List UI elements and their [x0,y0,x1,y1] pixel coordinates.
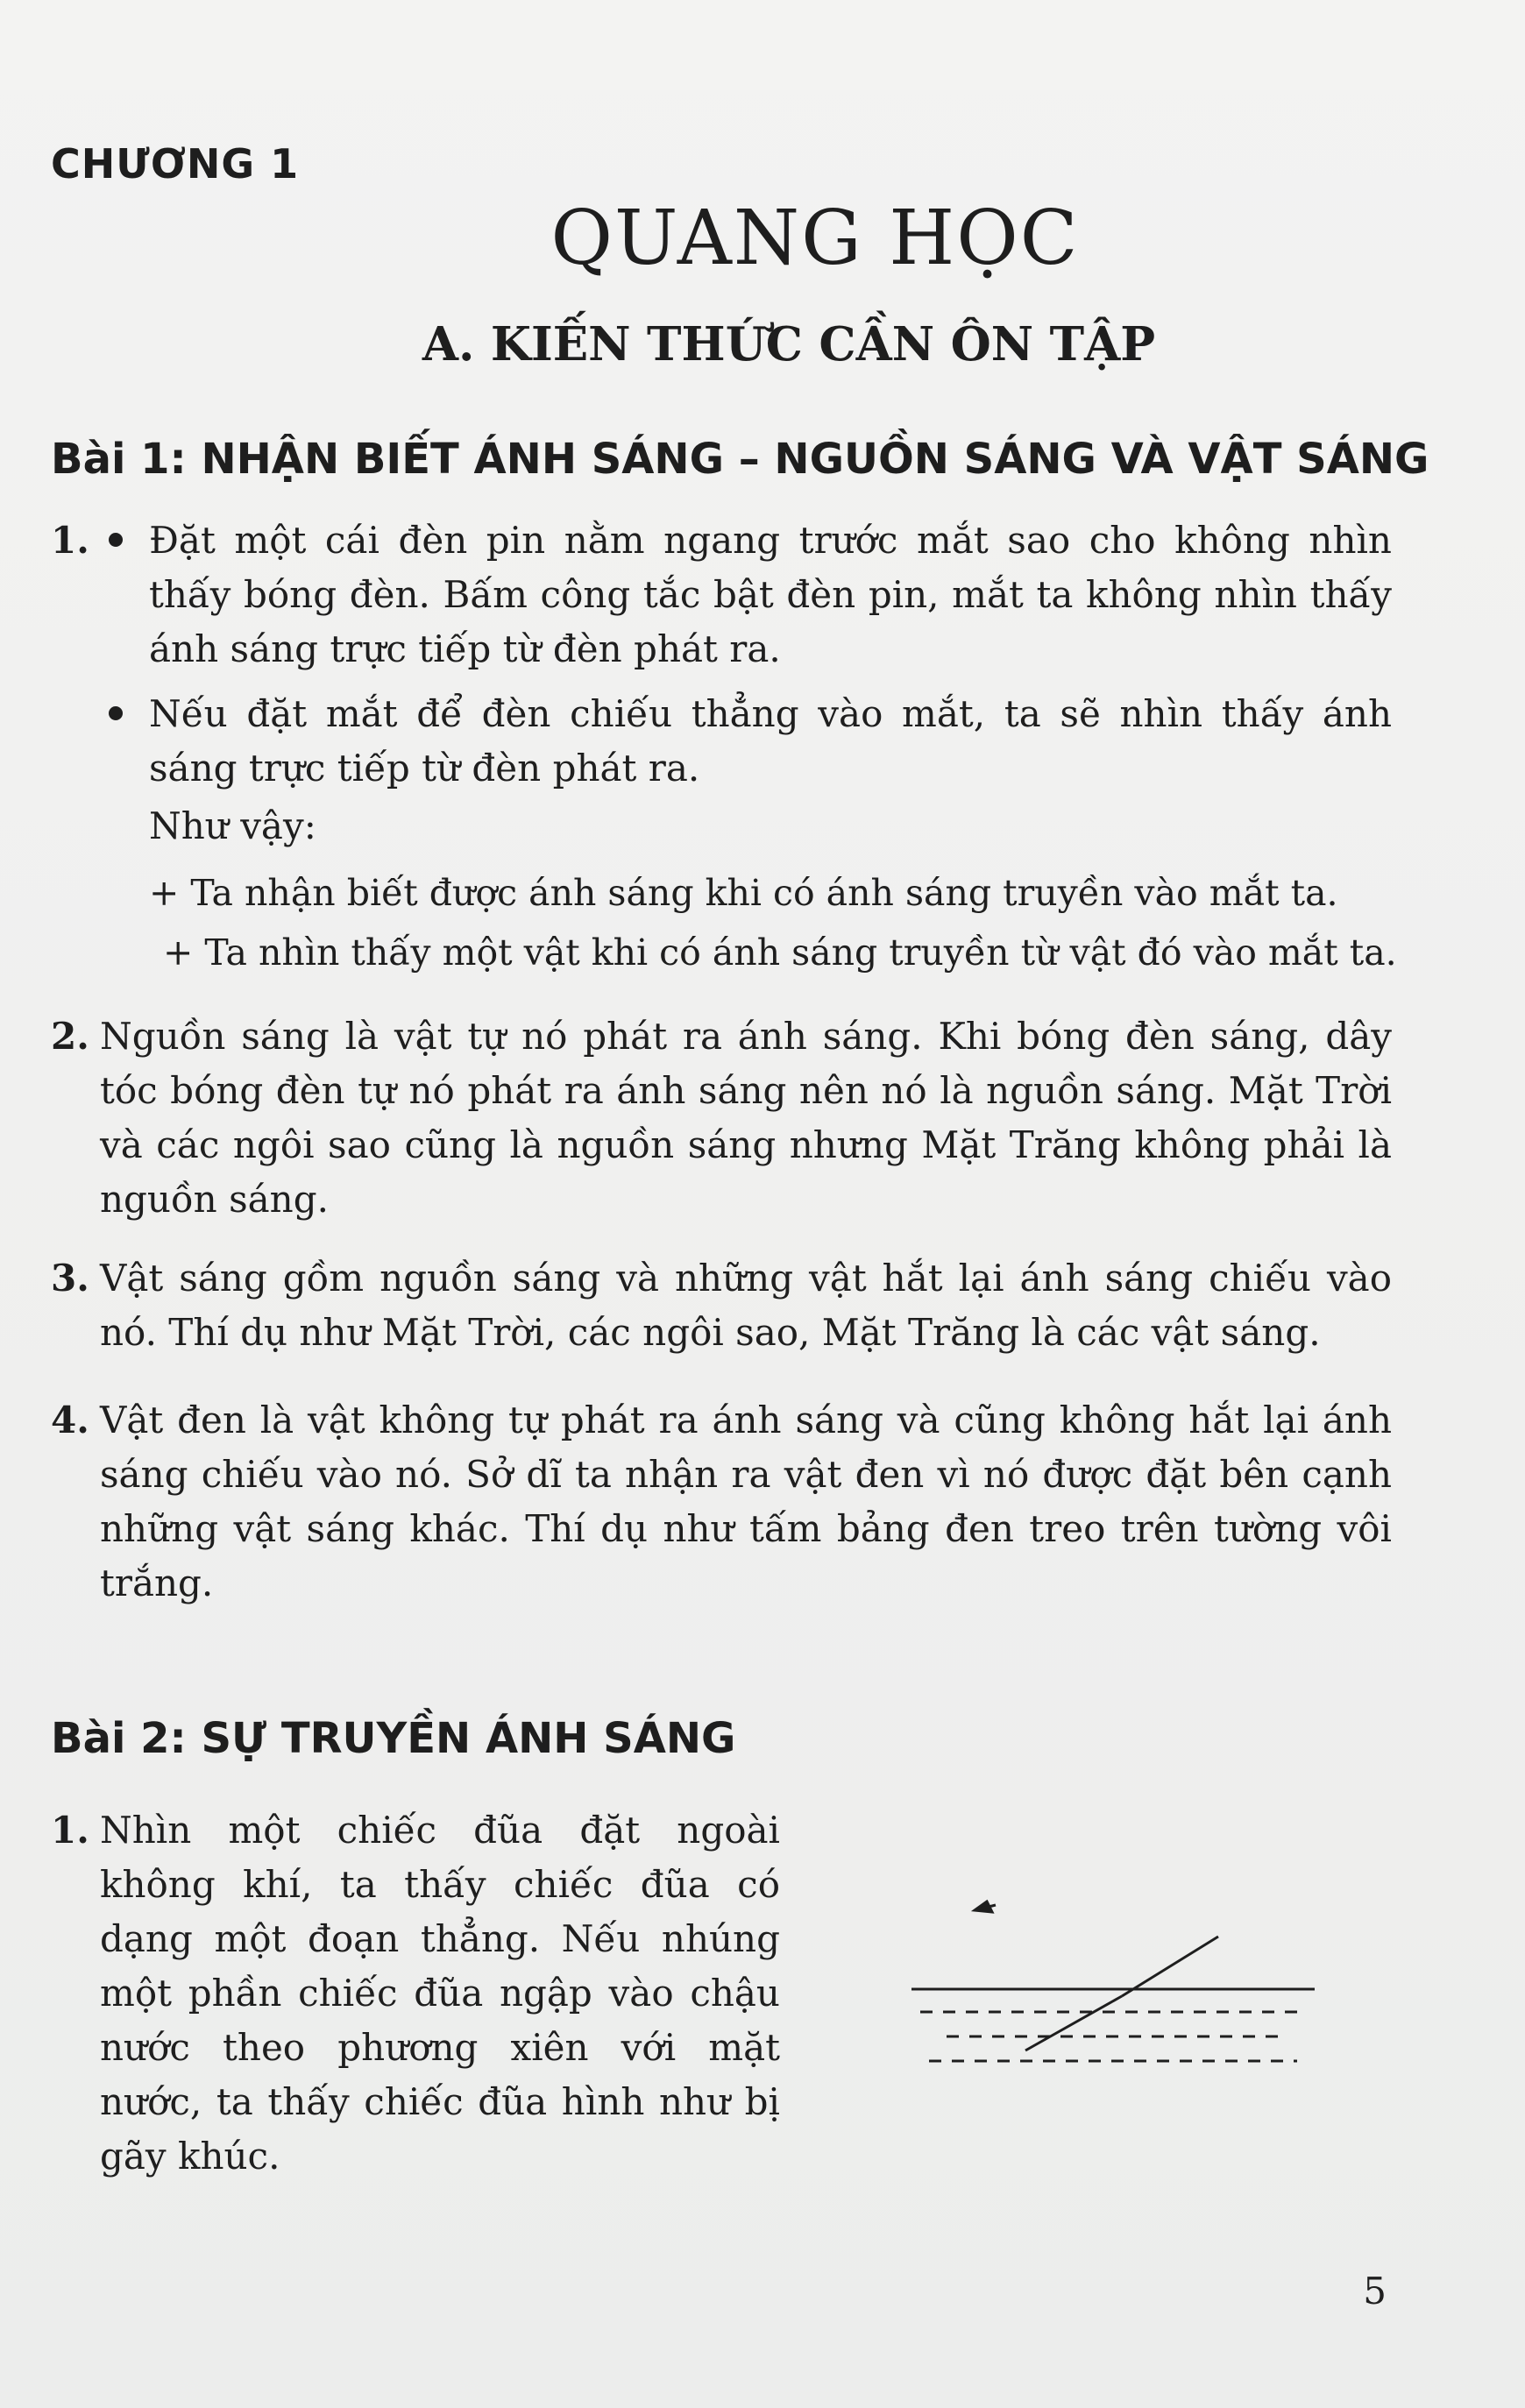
lesson-1-item-4-number: 4. [51,1399,89,1441]
lesson-1-conclusion-2: + Ta nhìn thấy một vật khi có ánh sáng truyền từ vật đó vào mắt ta. [163,931,1397,974]
chopstick-lower-part [1025,1996,1122,2050]
chopstick-upper-part [1122,1937,1218,1996]
chapter-label: CHƯƠNG 1 [51,140,300,188]
lesson-1-item-2-number: 2. [51,1015,89,1058]
lesson-1-bullet-1: Đặt một cái đèn pin nằm ngang trước mắt sao cho không nhìn thấy bóng đèn. Bấm công tắc bật đèn pin, mắt ta không nhìn thấy ánh sáng trực tiếp từ đèn phát ra. [149,519,1392,670]
page-number: 5 [1363,2270,1387,2312]
lesson-1-item-3: Vật sáng gồm nguồn sáng và những vật hắt lại ánh sáng chiếu vào nó. Thí dụ như Mặt Trời, các ngôi sao, Mặt Trăng là các vật sáng. [100,1257,1392,1354]
lesson-2-item-1-number: 1. [51,1809,89,1852]
lesson-1-bullet-2: Nếu đặt mắt để đèn chiếu thẳng vào mắt, ta sẽ nhìn thấy ánh sáng trực tiếp từ đèn phát ra. [149,692,1392,790]
eye-icon [975,1902,996,1912]
bullet-icon [109,533,123,547]
section-heading: A. KIẾN THỨC CẦN ÔN TẬP [422,317,1156,372]
water-dashes [920,2012,1306,2061]
lesson-1-item-2: Nguồn sáng là vật tự nó phát ra ánh sáng. Khi bóng đèn sáng, dây tóc bóng đèn tự nó phát ra ánh sáng nên nó là nguồn sáng. Mặt Trời và các ngôi sao cũng là nguồn sáng nhưng Mặt Trăng không phải là nguồn sáng. [100,1015,1392,1221]
chopstick-in-water-figure [894,1866,1332,2112]
bullet-icon [109,706,123,720]
chapter-title: QUANG HỌC [550,195,1080,282]
lesson-1-conclusion-1: + Ta nhận biết được ánh sáng khi có ánh sáng truyền vào mắt ta. [149,872,1338,914]
lesson-2-item-1: Nhìn một chiếc đũa đặt ngoài không khí, ta thấy chiếc đũa có dạng một đoạn thẳng. Nếu nhúng một phần chiếc đũa ngập vào chậu nước theo phương xiên với mặt nước, ta thấy chiếc đũa hình như bị gãy khúc. [100,1809,780,2178]
lesson-1-item-4: Vật đen là vật không tự phát ra ánh sáng và cũng không hắt lại ánh sáng chiếu vào nó. Sở dĩ ta nhận ra vật đen vì nó được đặt bên cạnh những vật sáng khác. Thí dụ như tấm bảng đen treo trên tường vôi trắng. [100,1399,1392,1604]
lesson-1-item-1-number: 1. [51,519,89,562]
lesson-1-conclusion-label: Như vậy: [149,804,316,847]
lesson-1-heading: Bài 1: NHẬN BIẾT ÁNH SÁNG – NGUỒN SÁNG VÀ VẬT SÁNG [51,435,1429,484]
lesson-2-heading: Bài 2: SỰ TRUYỀN ÁNH SÁNG [51,1714,736,1763]
lesson-1-item-3-number: 3. [51,1257,89,1300]
